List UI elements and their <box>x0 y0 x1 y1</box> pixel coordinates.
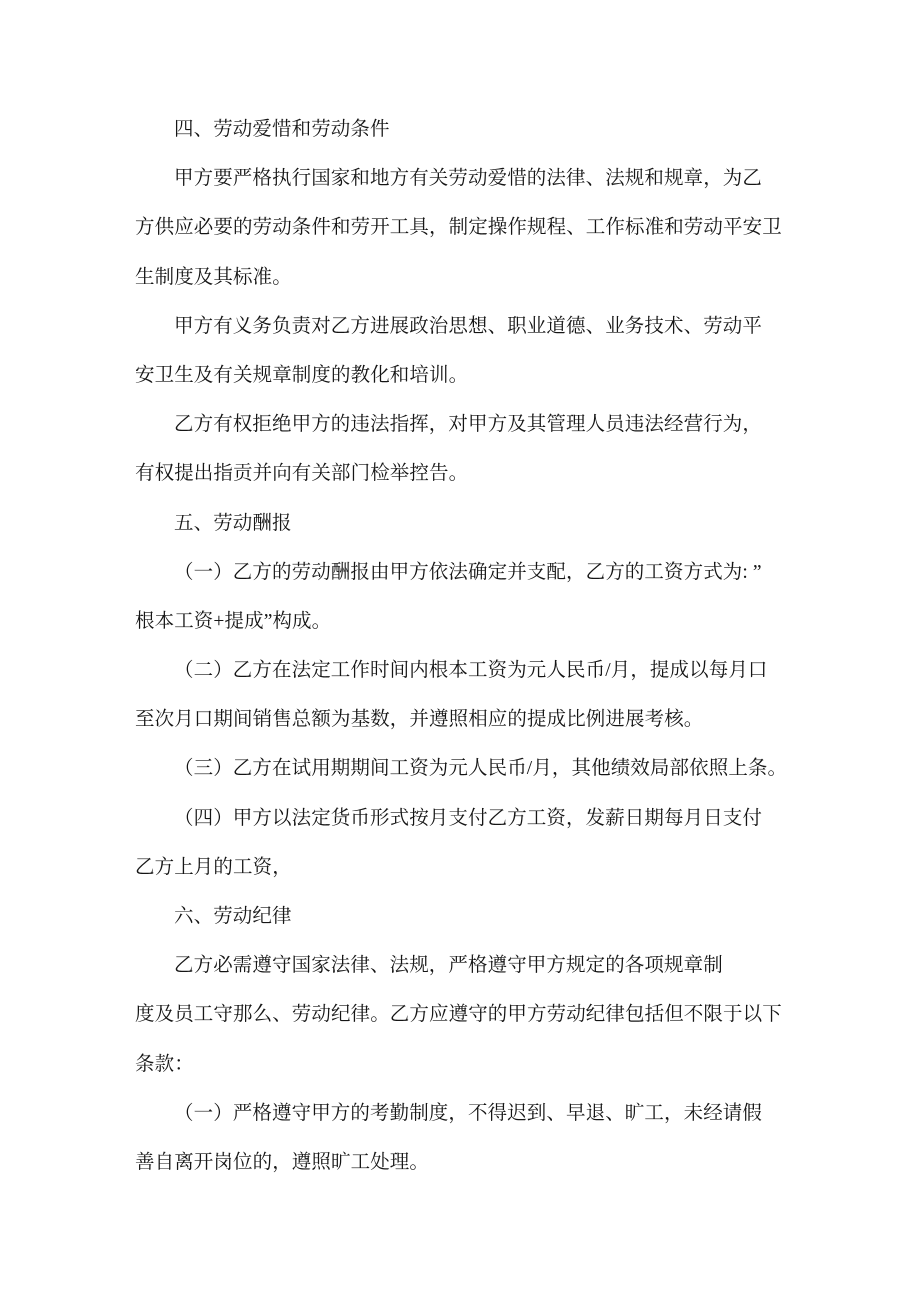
section-heading-line: 四、劳动爱惜和劳动条件 <box>174 119 390 140</box>
text-line: （三）乙方在试用期期间工资为元人民币/月，其他绩效局部依照上条。 <box>174 758 788 780</box>
section-heading-line: 五、劳动酬报 <box>174 512 292 534</box>
text-line: （一）乙方的劳动酬报由甲方依法确定并支配，乙方的工资方式为: ” <box>174 561 762 583</box>
text-line: 方供应必要的劳动条件和劳开工具，制定操作规程、工作标准和劳动平安卫 <box>135 217 782 239</box>
text-line: （四）甲方以法定货币形式按月支付乙方工资，发薪日期每月日支付 <box>174 807 763 829</box>
text-line: 安卫生及有关规章制度的教化和培训。 <box>135 364 469 386</box>
text-line: 根本工资+提成”构成。 <box>135 610 332 632</box>
text-line: 乙方必需遵守国家法律、法规，严格遵守甲方规定的各项规章制 <box>174 955 723 977</box>
document-body <box>135 105 810 1187</box>
text-line: 度及员工守那么、劳动纪律。乙方应遵守的甲方劳动纪律包括但不限于以下 <box>135 1004 782 1026</box>
text-line: 甲方要严格执行国家和地方有关劳动爱惜的法律、法规和规章，为乙 <box>174 168 763 190</box>
text-line: 善自离开岗位的，遵照旷工处理。 <box>135 1151 430 1173</box>
section-heading-line: 六、劳动纪律 <box>174 906 292 927</box>
text-line: 至次月口期间销售总额为基数，并遵照相应的提成比例进展考核。 <box>135 709 704 731</box>
text-line: 有权提出指贡并向有关部门检举控告。 <box>135 463 469 485</box>
text-line: 生制度及其标准。 <box>135 266 292 288</box>
text-line: 乙方有权拒绝甲方的违法指挥，对甲方及其管理人员违法经营行为， <box>174 414 763 436</box>
text-line: 甲方有义务负责对乙方进展政治思想、职业道德、业务技术、劳动平 <box>174 315 763 337</box>
text-line: （一）严格遵守甲方的考勤制度，不得迟到、早退、旷工，未经请假 <box>174 1102 763 1124</box>
text-line: 乙方上月的工资， <box>135 856 292 878</box>
text-line: （二）乙方在法定工作时间内根本工资为元人民币/月，提成以每月口 <box>174 660 768 682</box>
text-line: 条款： <box>135 1053 194 1075</box>
